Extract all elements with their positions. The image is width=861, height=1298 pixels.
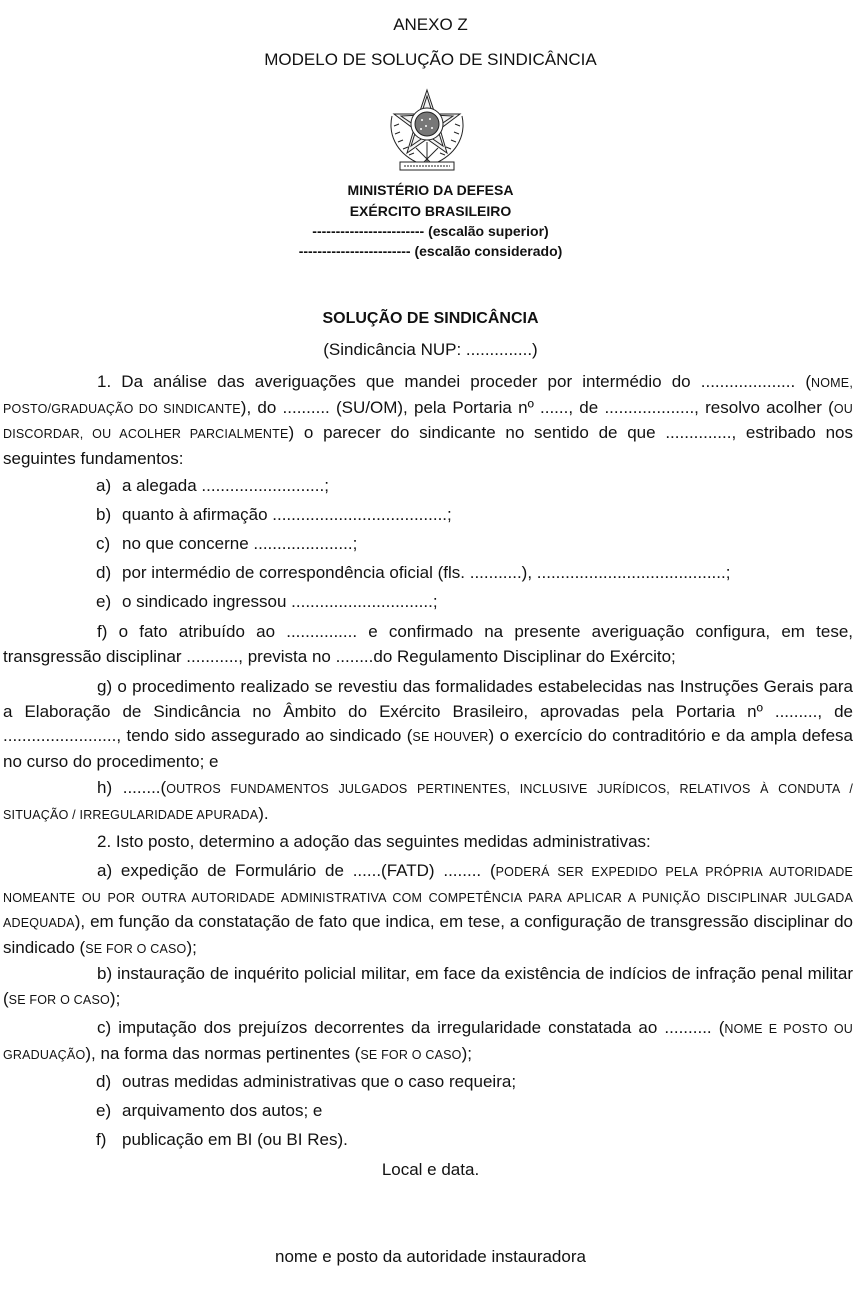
considered-echelon: ------------------------ (escalão considerado): [298, 243, 563, 259]
paragraph-2b: b) instauração de inquérito policial militar, em face da existência de indícios de infração penal militar (SE FOR O CASO);: [3, 964, 853, 1008]
local-date: Local e data.: [381, 1160, 480, 1179]
paragraph-f: f) o fato atribuído ao ............... e confirmado na presente averiguação configura, em tese, transgressão disciplinar ..........., prevista no ........do Regulamento Disciplinar do Exército;: [3, 622, 853, 666]
paragraph-1: 1. Da análise das averiguações que mandei proceder por intermédio do .................... (NOME, POSTO/GRADUAÇÃO DO SINDICANTE), do .......... (SU/OM), pela Portaria nº ......, de ..................., resolvo acolher (OU DISCORDAR, OU ACOLHER PARCIALMENTE) o parecer do sindicante no sentido de que .............., estribado nos seguintes fundamentos:: [3, 372, 853, 468]
signature-line: nome e posto da autoridade instauradora: [275, 1247, 586, 1266]
list-item: a) a alegada ..........................;: [96, 476, 329, 495]
model-title: MODELO DE SOLUÇÃO DE SINDICÂNCIA: [264, 50, 597, 69]
paragraph-g: g) o procedimento realizado se revestiu das formalidades estabelecidas nas Instruções Gerais para a Elaboração de Sindicância no Âmbito do Exército Brasileiro, aprovadas pela Portaria nº ........., de ........................, tendo sido assegurado ao sindicado (SE HOUVER) o exercício do contraditório e da ampla defesa no curso do procedimento; e: [3, 677, 853, 771]
list-item: d) outras medidas administrativas que o caso requeira;: [96, 1072, 517, 1091]
upper-echelon: ------------------------ (escalão superior): [312, 223, 549, 239]
army-name: EXÉRCITO BRASILEIRO: [349, 203, 512, 219]
document-title: SOLUÇÃO DE SINDICÂNCIA: [322, 310, 539, 327]
list-item: b) quanto à afirmação .....................................;: [96, 505, 452, 524]
nup-line: (Sindicância NUP: ..............): [323, 340, 538, 359]
list-item: c) no que concerne .....................;: [96, 534, 358, 553]
list-item: e) arquivamento dos autos; e: [96, 1101, 323, 1120]
paragraph-2: 2. Isto posto, determino a adoção das seguintes medidas administrativas:: [97, 832, 651, 851]
list-item: e) o sindicado ingressou ..............................;: [96, 592, 438, 611]
list-item: d) por intermédio de correspondência oficial (fls. ...........), ........................................;: [96, 563, 731, 582]
list-item: f) publicação em BI (ou BI Res).: [96, 1130, 348, 1149]
paragraph-2c: c) imputação dos prejuízos decorrentes da irregularidade constatada ao .......... (NOME E POSTO OU GRADUAÇÃO), na forma das normas pertinentes (SE FOR O CASO);: [3, 1018, 853, 1063]
brazil-coat-of-arms-icon: [386, 86, 468, 176]
paragraph-2a: a) expedição de Formulário de ......(FATD) ........ (PODERÁ SER EXPEDIDO PELA PRÓPRIA AUTORIDADE NOMEANTE OU POR OUTRA AUTORIDADE ADMINISTRATIVA COM COMPETÊNCIA PARA APLICAR A PUNIÇÃO DISCIPLINAR JULGADA ADEQUADA), em função da constatação de fato que indica, em tese, a configuração de transgressão disciplinar do sindicado (SE FOR O CASO);: [3, 861, 853, 957]
ministry-name: MINISTÉRIO DA DEFESA: [347, 182, 514, 198]
paragraph-h: h) ........(OUTROS FUNDAMENTOS JULGADOS PERTINENTES, INCLUSIVE JURÍDICOS, RELATIVOS À CONDUTA / SITUAÇÃO / IRREGULARIDADE APURADA).: [3, 778, 853, 823]
annex-label: ANEXO Z: [393, 15, 468, 34]
